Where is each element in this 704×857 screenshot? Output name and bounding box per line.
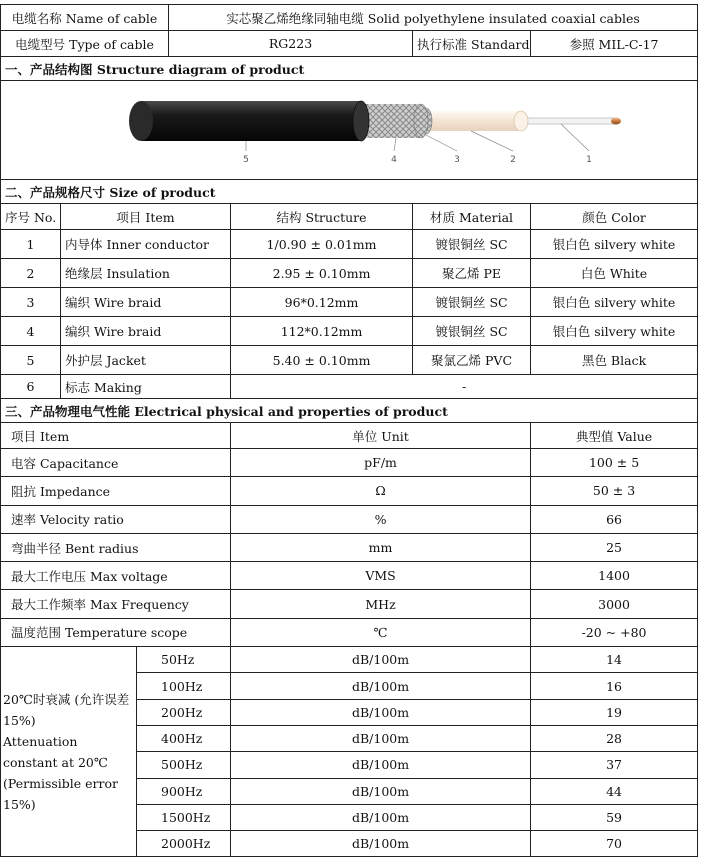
- section1-title-cn: 一、产品结构图: [5, 61, 93, 77]
- electrical-row: [1, 449, 698, 477]
- callout-2: 2: [510, 155, 516, 165]
- size-no: 2: [1, 259, 61, 288]
- section3-title-en: Electrical physical and properties of product: [134, 403, 448, 419]
- elec-item: 最大工作电压 Max voltage: [1, 562, 231, 590]
- standard-label: 执行标准 Standard: [413, 31, 531, 57]
- attenuation-frequency: 400Hz: [137, 725, 231, 751]
- attenuation-unit: dB/100m: [231, 725, 531, 751]
- col-elec-unit: 单位 Unit: [231, 423, 531, 449]
- attenuation-unit: dB/100m: [231, 699, 531, 725]
- size-row: [1, 346, 698, 375]
- electrical-row: [1, 562, 698, 590]
- cable-jacket: [129, 101, 369, 141]
- cable-spec-sheet: [0, 4, 697, 857]
- attenuation-unit: dB/100m: [231, 647, 531, 673]
- section1-title-row: [1, 57, 698, 81]
- electrical-header-row: [1, 423, 698, 449]
- size-item: 绝缘层 Insulation: [61, 259, 231, 288]
- attenuation-unit: dB/100m: [231, 673, 531, 699]
- size-item: 编织 Wire braid: [61, 288, 231, 317]
- elec-item: 速率 Velocity ratio: [1, 505, 231, 533]
- attenuation-label-en: Attenuation constant at 20℃ (Permissible error 15%): [3, 733, 118, 812]
- section2-title-cn: 二、产品规格尺寸: [5, 184, 106, 200]
- size-material: 镀银铜丝 SC: [413, 230, 531, 259]
- marking-no: 6: [1, 375, 61, 399]
- section3-title-row: [1, 399, 698, 423]
- attenuation-frequency: 100Hz: [137, 673, 231, 699]
- elec-item: 温度范围 Temperature scope: [1, 618, 231, 646]
- cable-type-value: RG223: [169, 31, 413, 57]
- col-material: 材质 Material: [413, 204, 531, 230]
- elec-value: 50 ± 3: [531, 477, 698, 505]
- size-color: 银白色 silvery white: [531, 317, 698, 346]
- attenuation-value: 37: [531, 752, 698, 778]
- attenuation-row: [1, 647, 698, 673]
- attenuation-frequency: 50Hz: [137, 647, 231, 673]
- inner-conductor: [516, 118, 621, 125]
- attenuation-unit: dB/100m: [231, 804, 531, 830]
- callout-1: 1: [586, 155, 592, 165]
- cable-type-label: 电缆型号 Type of cable: [1, 31, 169, 57]
- attenuation-value: 44: [531, 778, 698, 804]
- size-structure: 112*0.12mm: [231, 317, 413, 346]
- cable-name-label: 电缆名称 Name of cable: [1, 5, 169, 31]
- size-material: 聚乙烯 PE: [413, 259, 531, 288]
- size-color: 银白色 silvery white: [531, 288, 698, 317]
- size-header-row: [1, 204, 698, 230]
- attenuation-rows: [1, 647, 698, 857]
- col-elec-value: 典型值 Value: [531, 423, 698, 449]
- section2-title-row: [1, 180, 698, 204]
- size-no: 3: [1, 288, 61, 317]
- elec-item: 弯曲半径 Bent radius: [1, 533, 231, 561]
- size-material: 镀银铜丝 SC: [413, 288, 531, 317]
- electrical-row: [1, 505, 698, 533]
- attenuation-frequency: 900Hz: [137, 778, 231, 804]
- electrical-row: [1, 533, 698, 561]
- electrical-rows: [1, 449, 698, 647]
- size-no: 4: [1, 317, 61, 346]
- col-item: 项目 Item: [61, 204, 231, 230]
- insulation-layer: [421, 111, 528, 131]
- size-row: [1, 230, 698, 259]
- elec-unit: MHz: [231, 590, 531, 618]
- electrical-row: [1, 477, 698, 505]
- attenuation-value: 70: [531, 831, 698, 857]
- callout-4: 4: [391, 155, 397, 165]
- section3-title-cn: 三、产品物理电气性能: [5, 403, 131, 419]
- section1-title-en: Structure diagram of product: [96, 61, 305, 77]
- spec-table: [0, 4, 698, 857]
- elec-value: 100 ± 5: [531, 449, 698, 477]
- attenuation-value: 28: [531, 725, 698, 751]
- electrical-row: [1, 618, 698, 646]
- elec-unit: Ω: [231, 477, 531, 505]
- callout-3: 3: [454, 155, 460, 165]
- cable-structure-diagram: [1, 81, 696, 176]
- col-no: 序号 No.: [1, 204, 61, 230]
- cable-type-row: [1, 31, 698, 57]
- size-row: [1, 317, 698, 346]
- structure-diagram-cell: [1, 81, 698, 180]
- electrical-row: [1, 590, 698, 618]
- marking-row: [1, 375, 698, 399]
- size-material: 镀银铜丝 SC: [413, 317, 531, 346]
- attenuation-value: 59: [531, 804, 698, 830]
- marking-item: 标志 Making: [61, 375, 231, 399]
- size-color: 白色 White: [531, 259, 698, 288]
- cable-name-value: 实芯聚乙烯绝缘同轴电缆 Solid polyethylene insulated coaxial cables: [169, 5, 698, 31]
- size-structure: 1/0.90 ± 0.01mm: [231, 230, 413, 259]
- elec-unit: mm: [231, 533, 531, 561]
- section2-title-en: Size of product: [109, 184, 216, 200]
- size-item: 外护层 Jacket: [61, 346, 231, 375]
- attenuation-unit: dB/100m: [231, 831, 531, 857]
- attenuation-unit: dB/100m: [231, 778, 531, 804]
- elec-unit: %: [231, 505, 531, 533]
- size-structure: 2.95 ± 0.10mm: [231, 259, 413, 288]
- standard-value: 参照 MIL-C-17: [531, 31, 698, 57]
- size-item: 编织 Wire braid: [61, 317, 231, 346]
- attenuation-frequency: 200Hz: [137, 699, 231, 725]
- elec-value: 1400: [531, 562, 698, 590]
- size-structure: 5.40 ± 0.10mm: [231, 346, 413, 375]
- cable-name-row: [1, 5, 698, 31]
- attenuation-value: 14: [531, 647, 698, 673]
- attenuation-value: 19: [531, 699, 698, 725]
- elec-unit: pF/m: [231, 449, 531, 477]
- col-color: 颜色 Color: [531, 204, 698, 230]
- attenuation-frequency: 2000Hz: [137, 831, 231, 857]
- elec-value: 25: [531, 533, 698, 561]
- elec-value: 3000: [531, 590, 698, 618]
- attenuation-value: 16: [531, 673, 698, 699]
- attenuation-unit: dB/100m: [231, 752, 531, 778]
- elec-value: -20 ~ +80: [531, 618, 698, 646]
- size-no: 5: [1, 346, 61, 375]
- elec-item: 电容 Capacitance: [1, 449, 231, 477]
- size-color: 银白色 silvery white: [531, 230, 698, 259]
- section1-title: [1, 57, 698, 81]
- size-row: [1, 288, 698, 317]
- callout-5: 5: [243, 155, 249, 165]
- elec-unit: VMS: [231, 562, 531, 590]
- elec-item: 最大工作频率 Max Frequency: [1, 590, 231, 618]
- size-structure: 96*0.12mm: [231, 288, 413, 317]
- attenuation-frequency: 500Hz: [137, 752, 231, 778]
- size-item: 内导体 Inner conductor: [61, 230, 231, 259]
- size-material: 聚氯乙烯 PVC: [413, 346, 531, 375]
- size-row: [1, 259, 698, 288]
- section3-title: [1, 399, 698, 423]
- section2-title: [1, 180, 698, 204]
- size-rows: [1, 230, 698, 375]
- diagram-row: [1, 81, 698, 180]
- size-no: 1: [1, 230, 61, 259]
- elec-value: 66: [531, 505, 698, 533]
- elec-item: 阻抗 Impedance: [1, 477, 231, 505]
- col-structure: 结构 Structure: [231, 204, 413, 230]
- size-color: 黑色 Black: [531, 346, 698, 375]
- elec-unit: ℃: [231, 618, 531, 646]
- col-elec-item: 项目 Item: [1, 423, 231, 449]
- attenuation-frequency: 1500Hz: [137, 804, 231, 830]
- marking-value: -: [231, 375, 698, 399]
- attenuation-label-cn: 20℃时衰减 (允许误差 15%): [3, 691, 130, 728]
- attenuation-label: [1, 647, 137, 857]
